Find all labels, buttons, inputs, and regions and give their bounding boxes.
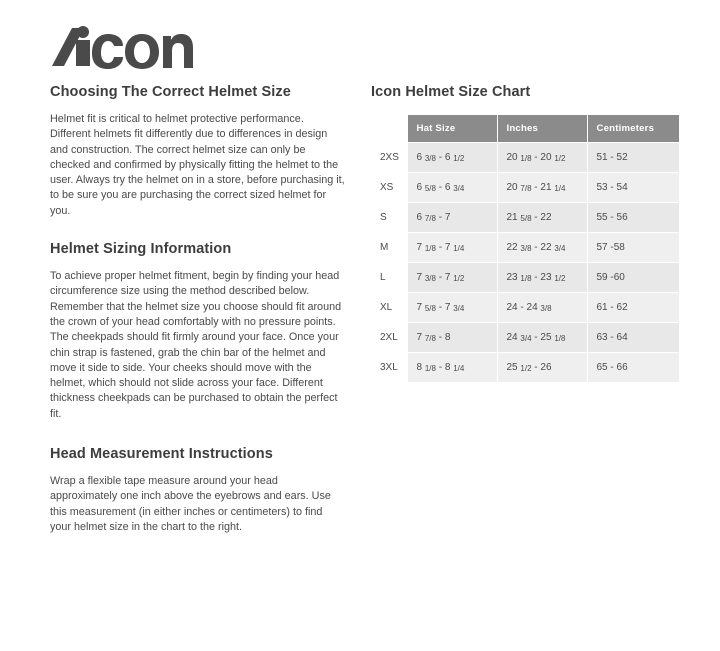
row-inches: 24 - 24 3/8 xyxy=(497,293,587,323)
table-row xyxy=(371,203,679,233)
table-header-row xyxy=(371,115,679,143)
table-body xyxy=(371,143,679,383)
row-centimeters: 57 -58 xyxy=(587,233,679,263)
row-centimeters: 61 - 62 xyxy=(587,293,679,323)
table-row xyxy=(371,143,679,173)
row-centimeters: 53 - 54 xyxy=(587,173,679,203)
row-inches: 22 3/8 - 22 3/4 xyxy=(497,233,587,263)
row-inches: 20 1/8 - 20 1/2 xyxy=(497,143,587,173)
section-helmet-sizing-information xyxy=(50,241,346,422)
right-column xyxy=(371,84,679,383)
chart-title: Icon Helmet Size Chart xyxy=(371,84,531,100)
row-hat-size: 6 5/8 - 6 3/4 xyxy=(407,173,497,203)
table-row xyxy=(371,173,679,203)
section-head-measurement-instructions xyxy=(50,446,346,535)
table-row xyxy=(371,263,679,293)
table-row xyxy=(371,233,679,263)
row-size-label: L xyxy=(371,263,407,293)
row-centimeters: 51 - 52 xyxy=(587,143,679,173)
row-hat-size: 7 7/8 - 8 xyxy=(407,323,497,353)
row-inches: 21 5/8 - 22 xyxy=(497,203,587,233)
row-centimeters: 65 - 66 xyxy=(587,353,679,383)
table-header-inches: Inches xyxy=(497,115,587,143)
section-title: Head Measurement Instructions xyxy=(50,446,273,463)
row-size-label: S xyxy=(371,203,407,233)
section-body: To achieve proper helmet fitment, begin by finding your head circumference size using the method described below. Remember that the helmet size you choose should fit around the crown of your head comfortably with no pressure points. The cheekpads should fit firmly around your face. Once your chin strap is fastened, grab the chin bar of the helmet and move it side to side. Your cheeks should move with the helmet, which should not slide across your face. Different thickness cheekpads can be purchased to obtain the perfect fit. xyxy=(50,270,342,420)
table-header-centimeters: Centimeters xyxy=(587,115,679,143)
row-hat-size: 8 1/8 - 8 1/4 xyxy=(407,353,497,383)
table-header-hat-size: Hat Size xyxy=(407,115,497,143)
row-hat-size: 7 1/8 - 7 1/4 xyxy=(407,233,497,263)
row-hat-size: 6 7/8 - 7 xyxy=(407,203,497,233)
row-centimeters: 55 - 56 xyxy=(587,203,679,233)
row-size-label: 3XL xyxy=(371,353,407,383)
section-body: Helmet fit is critical to helmet protective performance. Different helmets fit differently due to differences in design and construction. The correct helmet size can only be checked and confirmed by physically fitting the helmet to the user. Always try the helmet on in a store, before purchasing it, to be sure you are purchasing the correct sized helmet for you. xyxy=(50,113,345,217)
table-row xyxy=(371,353,679,383)
row-size-label: 2XL xyxy=(371,323,407,353)
row-inches: 24 3/4 - 25 1/8 xyxy=(497,323,587,353)
icon-logo xyxy=(50,24,200,70)
row-size-label: XS xyxy=(371,173,407,203)
section-title: Choosing The Correct Helmet Size xyxy=(50,84,291,100)
section-body: Wrap a flexible tape measure around your head approximately one inch above the eyebrows and ears. Use this measurement (in either inches or centimeters) to find your helmet size in the chart to the right. xyxy=(50,475,331,533)
helmet-size-chart-table xyxy=(371,114,680,383)
table-row xyxy=(371,323,679,353)
row-hat-size: 7 5/8 - 7 3/4 xyxy=(407,293,497,323)
row-size-label: 2XS xyxy=(371,143,407,173)
row-inches: 20 7/8 - 21 1/4 xyxy=(497,173,587,203)
row-centimeters: 59 -60 xyxy=(587,263,679,293)
table-row xyxy=(371,293,679,323)
row-inches: 23 1/8 - 23 1/2 xyxy=(497,263,587,293)
table-header-corner xyxy=(371,115,407,143)
row-hat-size: 6 3/8 - 6 1/2 xyxy=(407,143,497,173)
row-inches: 25 1/2 - 26 xyxy=(497,353,587,383)
section-choosing-correct-size xyxy=(50,84,346,219)
section-title: Helmet Sizing Information xyxy=(50,241,232,258)
row-centimeters: 63 - 64 xyxy=(587,323,679,353)
row-hat-size: 7 3/8 - 7 1/2 xyxy=(407,263,497,293)
left-column xyxy=(50,84,346,557)
row-size-label: M xyxy=(371,233,407,263)
row-size-label: XL xyxy=(371,293,407,323)
